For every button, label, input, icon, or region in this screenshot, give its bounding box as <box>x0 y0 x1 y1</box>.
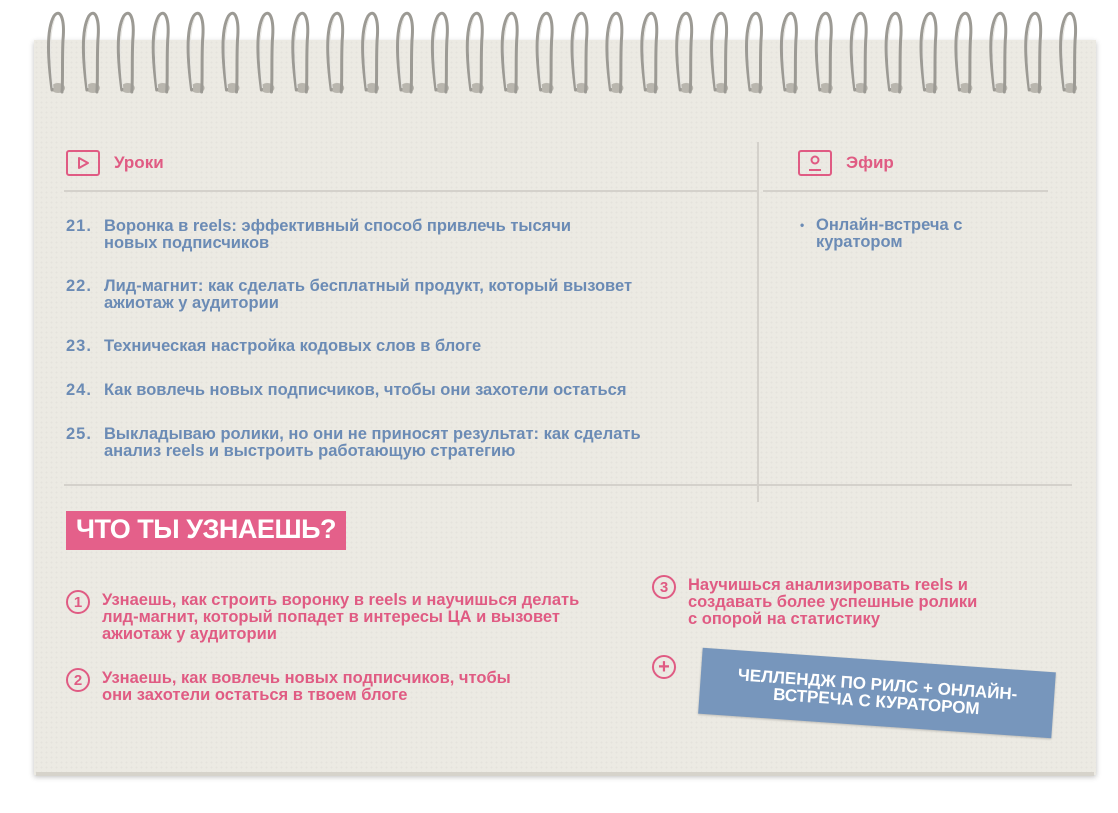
spiral-ring-icon <box>467 13 484 93</box>
spiral-ring-icon <box>537 13 554 93</box>
spiral-ring-icon <box>607 13 624 93</box>
play-icon <box>66 150 100 176</box>
spiral-ring-icon <box>1026 13 1043 93</box>
column-divider <box>757 142 759 502</box>
table-bottom-divider <box>64 484 1072 486</box>
spiral-ring-icon <box>642 13 659 93</box>
page-edge <box>36 772 1094 776</box>
learn-text: Научишься анализировать reels и создавать более успешные ролики с опорой на статистику <box>688 576 978 628</box>
spiral-ring-icon <box>83 13 100 93</box>
header-divider-right <box>763 190 1048 192</box>
spiral-ring-icon <box>502 13 519 93</box>
bullet-dot: • <box>800 218 805 232</box>
plus-icon: + <box>652 655 676 679</box>
spiral-ring-icon <box>432 13 449 93</box>
lesson-item <box>66 338 724 355</box>
spiral-ring-icon <box>781 13 798 93</box>
spiral-ring-icon <box>747 13 764 93</box>
spiral-ring-icon <box>572 13 589 93</box>
spiral-ring-icon <box>921 13 938 93</box>
live-item <box>800 217 986 251</box>
spiral-ring-icon <box>49 13 66 93</box>
learn-text: Узнаешь, как вовлечь новых подписчиков, чтобы они захотели остаться в твоем блоге <box>102 669 511 704</box>
number-circle: 2 <box>66 668 90 692</box>
spiral-ring-icon <box>118 13 135 93</box>
bonus-text: ЧЕЛЛЕНДЖ ПО РИЛС + ОНЛАЙН-ВСТРЕЧА С КУРАТОРОМ <box>737 665 1018 719</box>
lesson-number: 24. <box>66 381 92 399</box>
spiral-ring-icon <box>851 13 868 93</box>
lesson-text: Воронка в reels: эффективный способ привлечь тысячи новых подписчиков <box>104 217 572 252</box>
lesson-item <box>66 278 649 312</box>
spiral-ring-icon <box>223 13 240 93</box>
user-icon <box>798 150 832 176</box>
learn-item <box>66 670 522 704</box>
lesson-text: Как вовлечь новых подписчиков, чтобы они захотели остаться <box>104 381 627 399</box>
learn-title: ЧТО ТЫ УЗНАЕШЬ? <box>66 511 346 550</box>
spiral-ring-icon <box>328 13 345 93</box>
lessons-header <box>66 150 164 176</box>
lesson-text: Выкладываю ролики, но они не приносят результат: как сделать анализ reels и выстроить работающую стратегию <box>104 425 641 460</box>
lessons-title: Уроки <box>114 153 164 172</box>
lesson-number: 21. <box>66 217 92 235</box>
live-text: Онлайн-встреча с куратором <box>816 216 963 251</box>
live-header <box>798 150 894 176</box>
spiral-ring-icon <box>956 13 973 93</box>
live-title: Эфир <box>846 153 894 172</box>
lesson-item <box>66 382 724 399</box>
lesson-item <box>66 426 674 460</box>
spiral-ring-icon <box>677 13 694 93</box>
lesson-text: Техническая настройка кодовых слов в блоге <box>104 337 482 355</box>
number-circle: 1 <box>66 590 90 614</box>
spiral-ring-icon <box>258 13 275 93</box>
learn-item <box>652 577 988 628</box>
spiral-ring-icon <box>712 13 729 93</box>
spiral-ring-icon <box>991 13 1008 93</box>
spiral-binding <box>40 0 1090 112</box>
header-divider-left <box>64 190 759 192</box>
spiral-ring-icon <box>1061 13 1078 93</box>
lesson-item <box>66 218 574 252</box>
spiral-ring-icon <box>153 13 170 93</box>
spiral-ring-icon <box>188 13 205 93</box>
spiral-ring-icon <box>293 13 310 93</box>
spiral-ring-icon <box>363 13 380 93</box>
spiral-ring-icon <box>398 13 415 93</box>
number-circle: 3 <box>652 575 676 599</box>
spiral-ring-icon <box>886 13 903 93</box>
lesson-number: 22. <box>66 277 92 295</box>
learn-item <box>66 592 582 643</box>
lesson-number: 25. <box>66 425 92 443</box>
lesson-text: Лид-магнит: как сделать бесплатный продукт, который вызовет ажиотаж у аудитории <box>104 277 633 312</box>
lesson-number: 23. <box>66 337 92 355</box>
spiral-ring-icon <box>816 13 833 93</box>
learn-text: Узнаешь, как строить воронку в reels и научишься делать лид-магнит, который попадет в интересы ЦА и вызовет ажиотаж у аудитории <box>102 591 580 643</box>
